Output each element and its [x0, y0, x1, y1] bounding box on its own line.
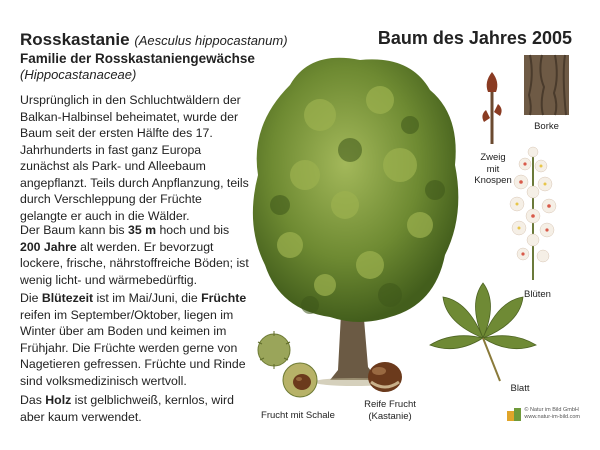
chestnut-illustration — [365, 358, 405, 396]
bark-caption: Borke — [534, 121, 559, 132]
bark-illustration — [524, 55, 569, 115]
twig-caption: Zweig mit Knospen — [474, 152, 512, 186]
family-name: Familie der Rosskastaniengewächse — [20, 51, 255, 66]
husk-fruit-caption: Frucht mit Schale — [261, 410, 335, 421]
tree-latin-name: (Aesculus hippocastanum) — [134, 33, 288, 48]
age-value: 200 Jahre — [20, 239, 77, 254]
page-title — [20, 30, 288, 50]
copyright-notice: © Natur im Bild GmbH www.natur-im-bild.com — [524, 407, 580, 420]
flowering-label: Blütezeit — [41, 291, 94, 305]
height-value: 35 m — [128, 223, 157, 237]
paragraph-origin: Ursprünglich in den Schluchtwäldern der Balkan-Halbinsel beheimatet, wurde der Baum seit der ersten Hälfte des 17. Jahrhunderts in fast ganz Europa zunächst als Park- und Alleebaum angepflanzt. Teils durch Anpflanzung, teils durch Verschleppung der Früchte gelangte er auch in die Wälder. — [20, 93, 249, 223]
fruits-label: Früchte — [201, 291, 247, 305]
leaf-caption: Blatt — [510, 383, 530, 394]
paragraph-wood: Das Holz ist gelblichweiß, kernlos, wird aber kaum verwendet. — [20, 393, 234, 424]
blossom-caption: Blüten — [524, 289, 551, 300]
wood-label: Holz — [45, 393, 72, 407]
husk-fruit-illustration — [252, 328, 332, 403]
tree-of-the-year-heading: Baum des Jahres 2005 — [377, 28, 572, 48]
publisher-logo-icon — [505, 405, 523, 423]
blossom-illustration — [505, 142, 560, 282]
chestnut-caption: Reife Frucht (Kastanie) — [364, 399, 416, 422]
twig-illustration — [478, 60, 508, 145]
leaf-illustration — [428, 283, 538, 383]
family-latin-name: (Hippocastanaceae) — [20, 67, 137, 82]
paragraph-size: Der Baum kann bis 35 m hoch und bis 200 Jahre alt werden. Er bevorzugt lockere, frische, nährstoffreiche Böden; ist wenig licht- und wärmebedürftig. — [20, 223, 249, 287]
paragraph-flowering: Die Blütezeit ist im Mai/Juni, die Früchte reifen im September/Oktober, liegen im Winter über am Boden und keimen im Frühjahr. Die Früchte werden gerne von Nagetieren gefressen. Früchte und Rinde sind volksmedizinisch wertvoll. — [20, 291, 247, 388]
tree-name: Rosskastanie — [20, 30, 130, 49]
